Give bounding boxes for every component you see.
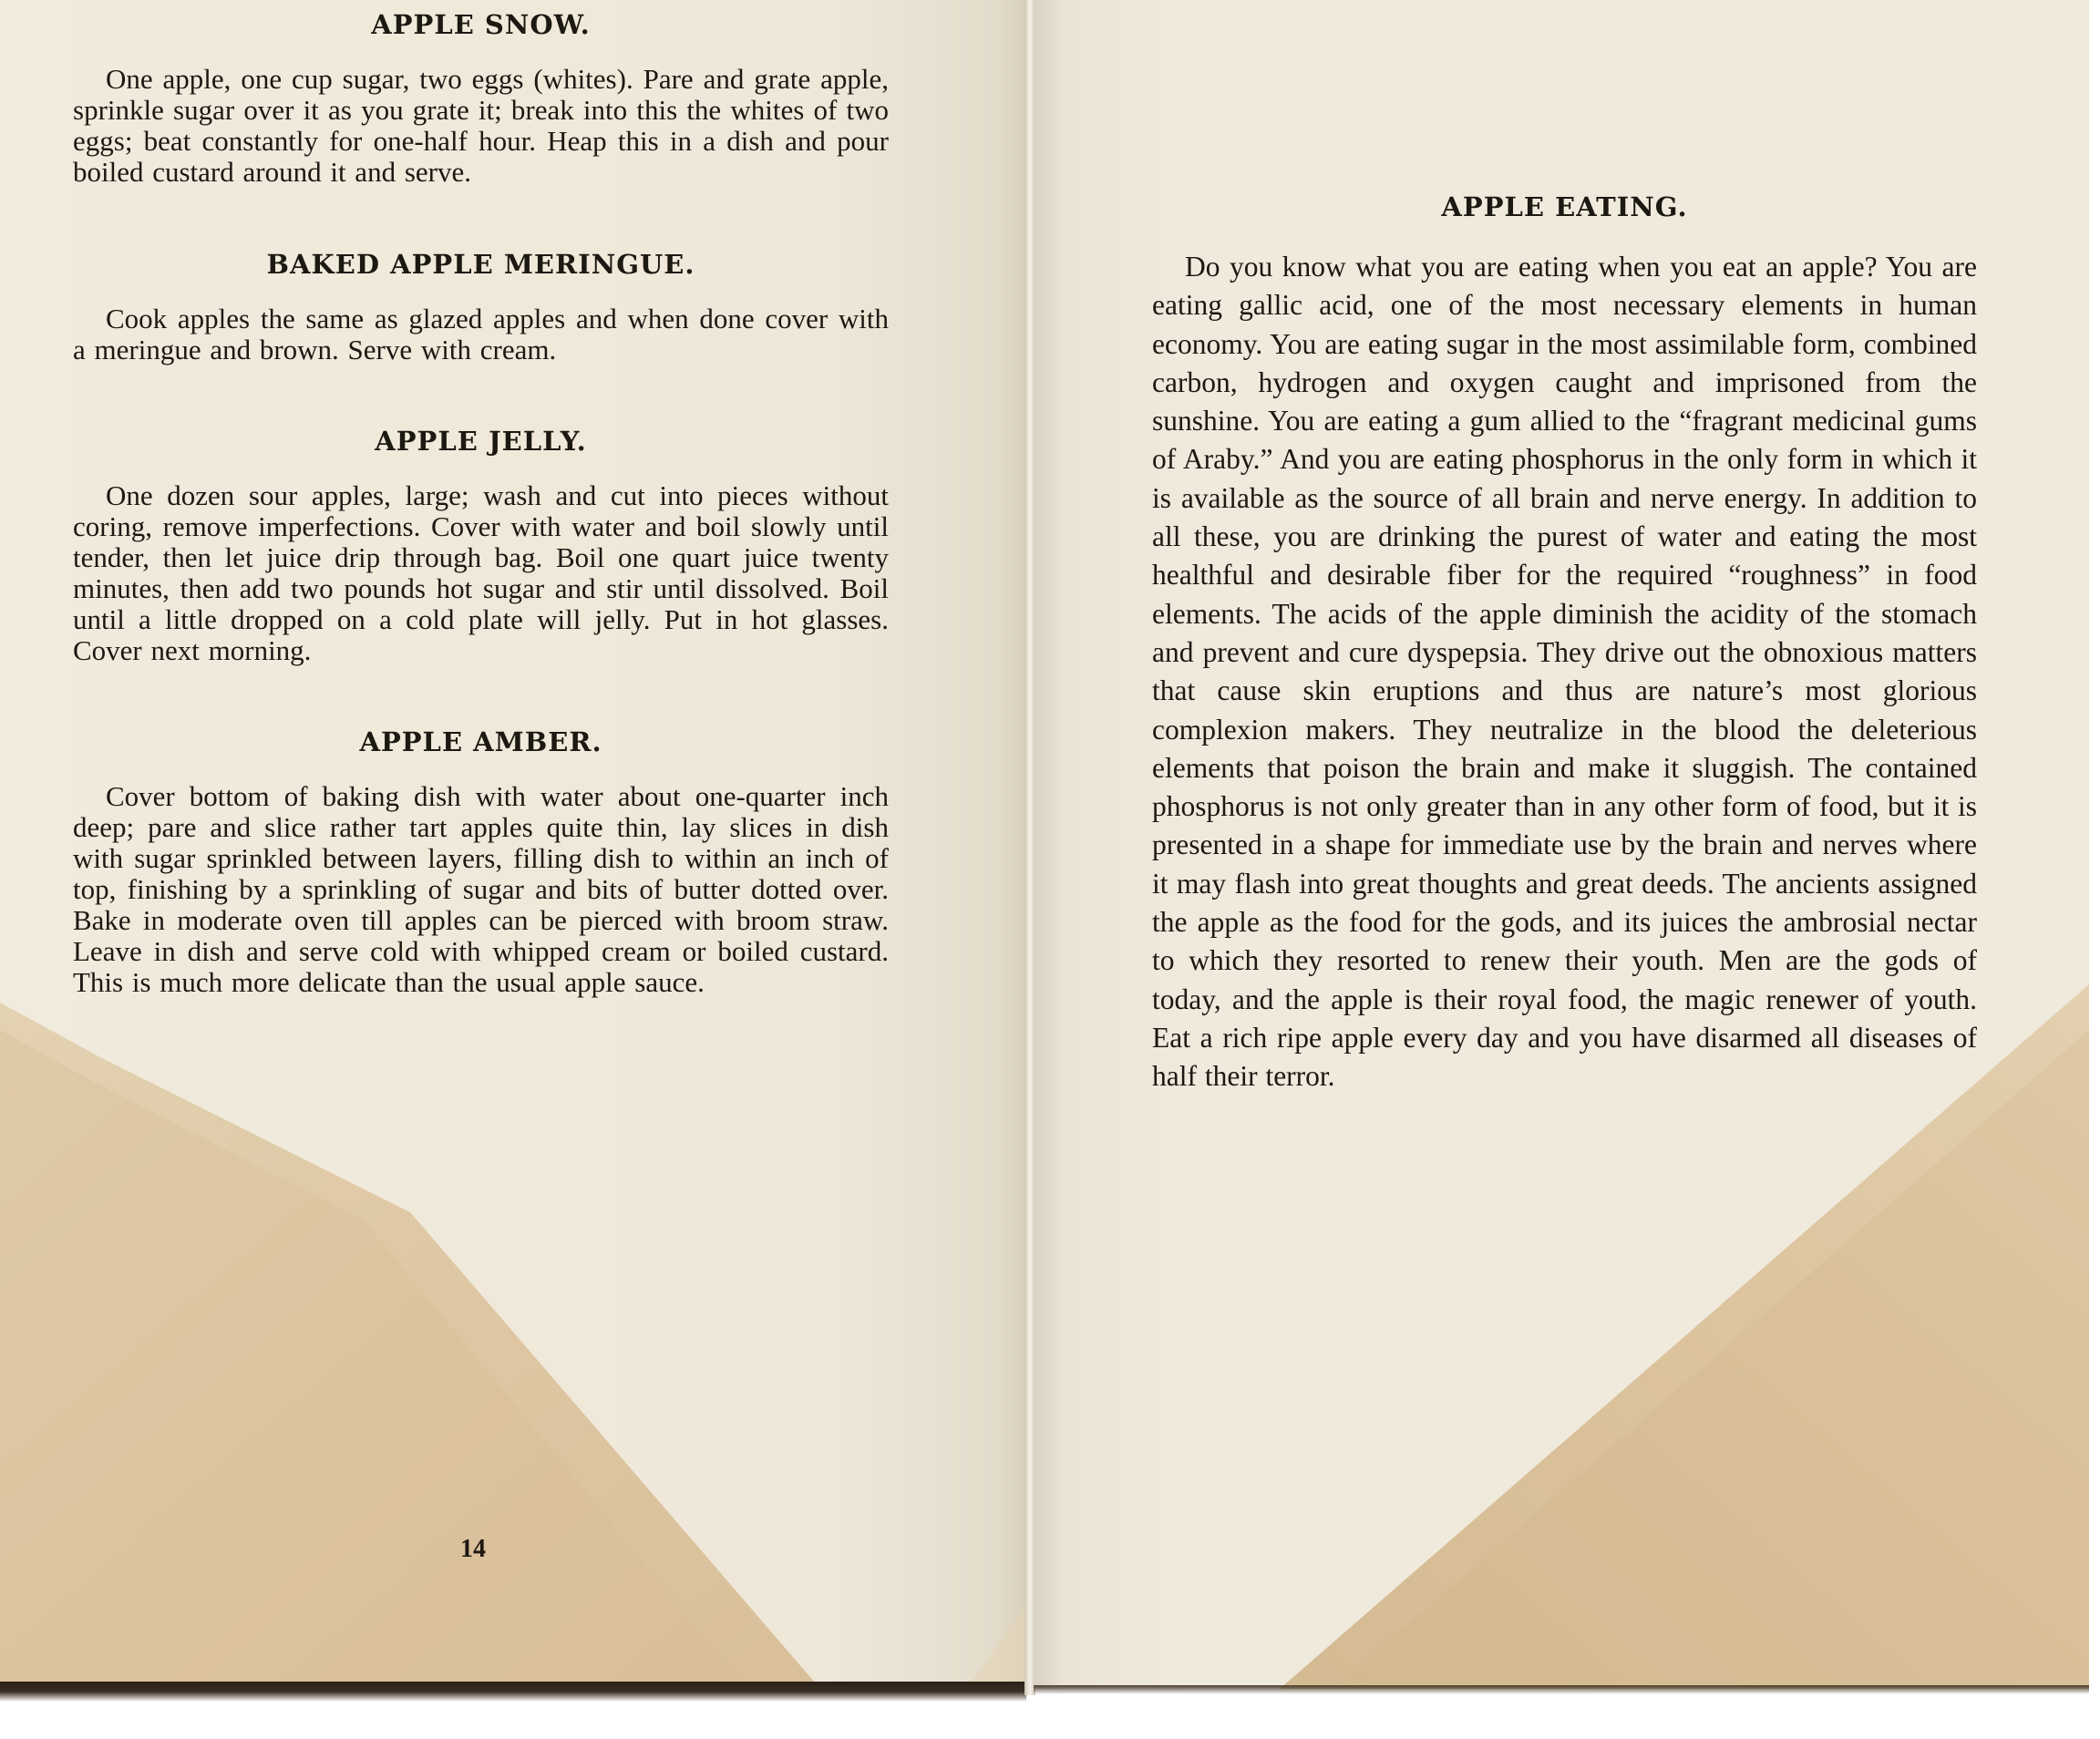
recipe-title: APPLE AMBER. <box>359 726 602 757</box>
recipe-text: Cook apples the same as glazed apples and when done cover with a meringue and brown. Serve with cream. <box>73 303 889 365</box>
right-page <box>1034 0 2089 1689</box>
page-edge-shadow <box>0 1682 1026 1702</box>
recipe-title: APPLE SNOW. <box>371 9 591 40</box>
recipe-title: APPLE JELLY. <box>375 426 587 457</box>
recipe-text: Cover bottom of baking dish with water about one-quarter inch deep; pare and slice rather tart apples quite thin, lay slices in dish with sugar sprinkled between layers, filling dish to within an inch of top, finishing by a sprinkling of sugar and bits of butter dotted over. Bake in moderate oven till apples can be pierced with broom straw. Leave in dish and serve cold with whipped cream or boiled custard. This is much more delicate than the usual apple sauce. <box>73 780 889 998</box>
essay-text: Do you know what you are eating when you eat an apple? You are eating gallic acid, one of the most necessary elements in human economy. You are eating sugar in the most assimilable form, combined carbon, hydrogen and oxygen caught and imprisoned from the sunshine. You are eating a gum allied to the “fragrant medicinal gums of Araby.” And you are eating phosphorus in the only form in which it is available as the source of all brain and nerve energy. In addition to all these, you are drinking the purest of water and eating the most healthful and desirable fiber for the required “roughness” in food elements. The acids of the apple diminish the acidity of the stomach and prevent and cure dyspepsia. They drive out the obnoxious matters that cause skin eruptions and thus are nature’s most glorious complexion makers. They neutralize in the blood the deleterious elements that poison the brain and make it sluggish. The contained phosphorus is not only greater than in any other form of food, but it is presented in a shape for immediate use by the brain and nerves where it may flash into great thoughts and great deeds. The ancients assigned the apple as the food for the gods, and its juices the ambrosial nectar to which they resorted to renew their youth. Men are the gods of today, and the apple is their royal food, the magic renewer of youth. Eat a rich ripe apple every day and you have disarmed all diseases of half their terror. <box>1152 251 1977 1093</box>
page-number: 14 <box>460 1535 486 1563</box>
right-page-edge-shadow <box>1034 1685 2089 1694</box>
recipe-title: BAKED APPLE MERINGUE. <box>266 249 695 280</box>
recipe-text: One dozen sour apples, large; wash and cut into pieces without coring, remove imperfections. Cover with water and boil slowly until tender, then let juice drip through bag. Boil one quart juice twenty minutes, then add two pounds hot sugar and stir until dissolved. Boil until a little dropped on a cold plate will jelly. Put in hot glasses. Cover next morning. <box>73 479 889 666</box>
recipe-text: One apple, one cup sugar, two eggs (whites). Pare and grate apple, sprinkle sugar over it as you grate it; break into this the whites of two eggs; beat constantly for one-half hour. Heap this in a dish and pour boiled custard around it and serve. <box>73 63 889 188</box>
left-page <box>0 0 1026 1689</box>
essay-title: APPLE EATING. <box>1441 191 1688 222</box>
